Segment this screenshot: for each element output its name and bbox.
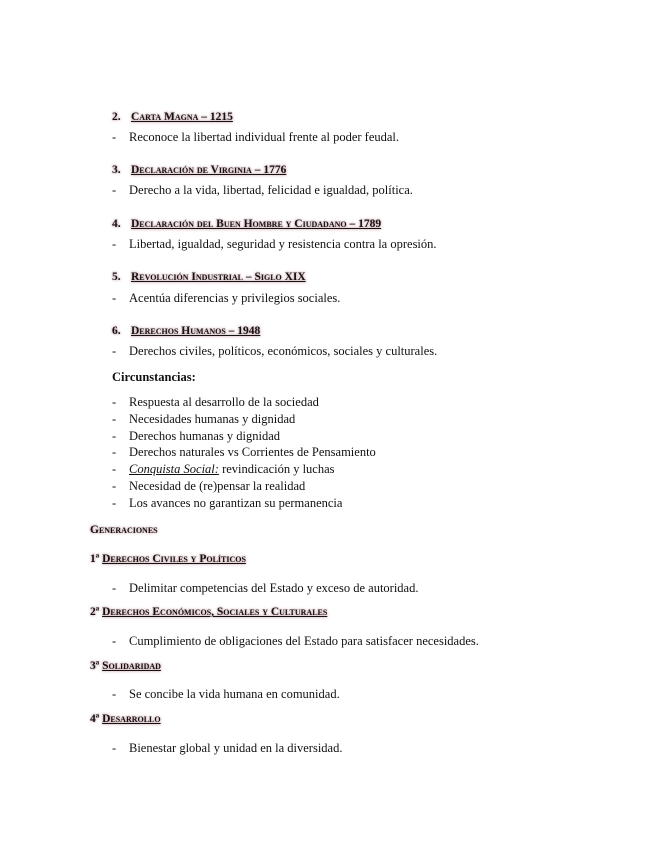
generation-number: 3ª [90,660,100,672]
bullet-dash: - [112,344,117,358]
milestone-desc-text: Derechos civiles, políticos, económicos, sociales y culturales. [129,344,438,358]
generation-desc-text: Cumplimiento de obligaciones del Estado para satisfacer necesidades. [129,634,479,648]
generation-number: 4ª [90,713,100,725]
bullet-dash: - [112,237,117,251]
circunstancia-text: Los avances no garantizan su permanencia [129,496,343,510]
milestone-number: 4. [112,218,121,230]
circunstancia-item [112,411,295,427]
circunstancia-item [112,495,342,511]
milestone-number: 2. [112,111,121,123]
circunstancia-text: Respuesta al desarrollo de la sociedad [129,395,319,409]
milestone-heading-2 [112,111,233,123]
generation-heading-4 [90,713,161,725]
generaciones-heading: Generaciones [90,524,158,536]
milestone-heading-3 [112,164,286,176]
milestone-heading-6 [112,325,260,337]
milestone-title: Declaración de Virginia – 1776 [131,164,287,176]
generation-desc-1 [112,580,418,596]
milestone-number: 3. [112,164,121,176]
milestone-number: 6. [112,325,121,337]
circunstancia-text: revindicación y luchas [222,462,335,476]
milestone-desc-text: Reconoce la libertad individual frente al poder feudal. [129,130,400,144]
generation-title: Derechos Civiles y Políticos [102,553,246,565]
milestone-desc-5 [112,290,340,306]
bullet-dash: - [112,412,117,426]
circunstancia-text: Necesidades humanas y dignidad [129,412,296,426]
milestone-desc-3 [112,182,413,198]
milestone-number: 5. [112,271,121,283]
milestone-desc-2 [112,129,399,145]
circunstancia-item [112,444,376,460]
generation-heading-1 [90,553,246,565]
milestone-desc-6 [112,343,437,359]
generation-desc-text: Se concibe la vida humana en comunidad. [129,687,340,701]
circunstancias-heading: Circunstancias: [112,370,196,384]
bullet-dash: - [112,183,117,197]
generation-desc-2 [112,633,479,649]
bullet-dash: - [112,687,117,701]
generation-title: Derechos Económicos, Sociales y Culturales [102,606,328,618]
bullet-dash: - [112,291,117,305]
bullet-dash: - [112,581,117,595]
bullet-dash: - [112,496,117,510]
bullet-dash: - [112,130,117,144]
milestone-desc-text: Acentúa diferencias y privilegios sociales. [129,291,341,305]
generation-number: 2ª [90,606,100,618]
generation-heading-2 [90,606,327,618]
generation-desc-text: Delimitar competencias del Estado y exceso de autoridad. [129,581,419,595]
generation-title: Desarrollo [102,713,161,725]
conquista-social-label: Conquista Social: [129,462,219,476]
bullet-dash: - [112,741,117,755]
milestone-desc-text: Libertad, igualdad, seguridad y resistencia contra la opresión. [129,237,437,251]
generation-number: 1ª [90,553,100,565]
circunstancia-item [112,461,335,477]
bullet-dash: - [112,445,117,459]
milestone-heading-4 [112,218,381,230]
milestone-title: Carta Magna – 1215 [131,111,233,123]
circunstancia-item [112,394,319,410]
generation-heading-3 [90,660,161,672]
milestone-title: Derechos Humanos – 1948 [131,325,261,337]
circunstancia-text: Derechos humanas y dignidad [129,429,281,443]
milestone-title: Revolución Industrial – Siglo XIX [131,271,306,283]
circunstancia-text: Derechos naturales vs Corrientes de Pensamiento [129,445,376,459]
bullet-dash: - [112,429,117,443]
milestone-title: Declaración del Buen Hombre y Ciudadano – 1789 [131,218,382,230]
milestone-heading-5 [112,271,306,283]
circunstancia-item [112,428,280,444]
circunstancia-item [112,478,305,494]
bullet-dash: - [112,462,117,476]
generation-desc-3 [112,686,340,702]
bullet-dash: - [112,395,117,409]
generation-title: Solidaridad [102,660,161,672]
generation-desc-text: Bienestar global y unidad en la diversidad. [129,741,343,755]
milestone-desc-text: Derecho a la vida, libertad, felicidad e igualdad, política. [129,183,413,197]
bullet-dash: - [112,634,117,648]
circunstancia-text: Necesidad de (re)pensar la realidad [129,479,306,493]
bullet-dash: - [112,479,117,493]
milestone-desc-4 [112,236,437,252]
generation-desc-4 [112,740,342,756]
